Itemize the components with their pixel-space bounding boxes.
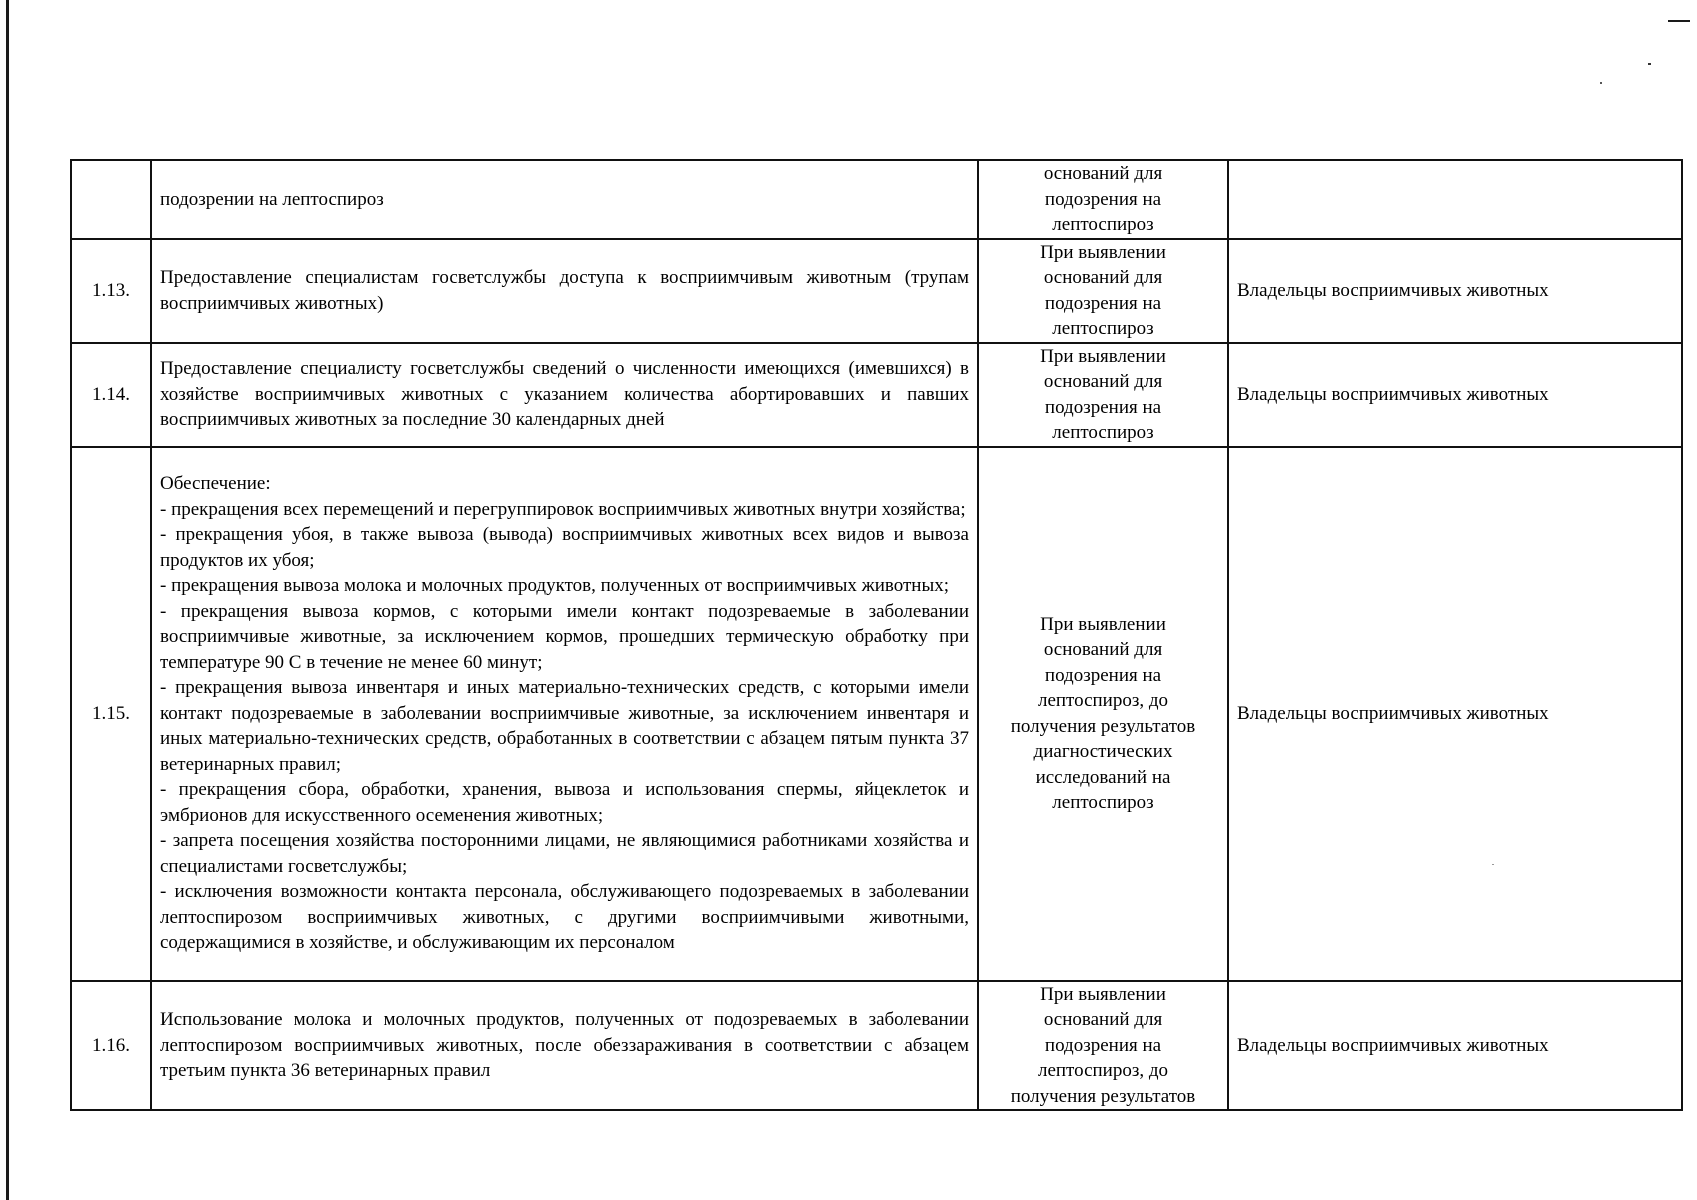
measure-item: - исключения возможности контакта персонала, обслуживающего подозреваемых в заболевании лептоспирозом восприимчивых животных, с другими восприимчивыми животными, содержащимися в хозяйстве, и обслуживающим их персоналом — [160, 881, 969, 954]
scan-mark-dash — [1668, 20, 1690, 22]
timing-line: подозрения на — [1044, 188, 1162, 210]
table-row — [71, 160, 1682, 239]
table-row — [71, 343, 1682, 447]
measure-responsible: Владельцы восприимчивых животных — [1228, 981, 1682, 1111]
timing-line: диагностических — [1033, 741, 1173, 762]
table-row — [71, 981, 1682, 1111]
timing-line: При выявлении — [1040, 613, 1166, 635]
scan-mark-dot — [1600, 82, 1602, 84]
measure-responsible: Владельцы восприимчивых животных — [1228, 447, 1682, 981]
timing-line: получения результатов — [1010, 715, 1196, 737]
measure-description: подозрении на лептоспироз — [151, 160, 978, 239]
scan-left-edge — [6, 0, 9, 1200]
timing-line: подозрения на — [1044, 1034, 1162, 1056]
timing-line: подозрения на — [1044, 396, 1162, 418]
measure-timing — [978, 239, 1228, 343]
row-number: 1.16. — [71, 981, 151, 1111]
measure-intro: Обеспечение: — [160, 473, 271, 495]
measure-description — [151, 447, 978, 981]
measure-timing — [978, 160, 1228, 239]
timing-line: оснований для — [1043, 639, 1163, 660]
timing-line: лептоспироз — [1052, 792, 1154, 813]
timing-line: подозрения на — [1044, 664, 1162, 686]
timing-line: При выявлении — [1040, 241, 1166, 263]
measure-item: - прекращения вывоза инвентаря и иных материально-технических средств, с которыми имели контакт подозреваемые в заболевании восприимчивые животные, за исключением инвентаря и иных материально-технических средств, обработанных в соответствии с абзацем пятым пункта 37 ветеринарных правил; — [160, 677, 969, 775]
scan-mark-dot — [1648, 63, 1651, 65]
measure-timing — [978, 447, 1228, 981]
measure-item: - прекращения убоя, в также вывоза (вывода) восприимчивых животных всех видов и вывоза продуктов их убоя; — [160, 524, 969, 571]
timing-line: лептоспироз, до — [1037, 1060, 1169, 1081]
timing-line: оснований для — [1043, 1009, 1163, 1030]
measure-responsible: Владельцы восприимчивых животных — [1228, 239, 1682, 343]
timing-line: При выявлении — [1040, 345, 1166, 367]
table-row — [71, 239, 1682, 343]
measure-description: Предоставление специалисту госветслужбы сведений о численности имеющихся (имевшихся) в хозяйстве восприимчивых животных с указанием количества абортировавших и павших восприимчивых животных за последние 30 календарных дней — [151, 343, 978, 447]
table-row — [71, 447, 1682, 981]
measure-timing — [978, 981, 1228, 1111]
timing-line: исследований на — [1035, 766, 1171, 788]
timing-line: лептоспироз — [1052, 318, 1154, 339]
measures-table — [70, 159, 1683, 1111]
timing-line: оснований для — [1043, 371, 1163, 392]
measure-description: Предоставление специалистам госветслужбы доступа к восприимчивым животным (трупам восприимчивых животных) — [151, 239, 978, 343]
timing-line: получения результатов — [1010, 1085, 1196, 1107]
timing-line: подозрения на — [1044, 292, 1162, 314]
measure-item: - прекращения всех перемещений и перегруппировок восприимчивых животных внутри хозяйства; — [160, 498, 966, 520]
row-number — [71, 160, 151, 239]
row-number: 1.13. — [71, 239, 151, 343]
measure-item: - прекращения сбора, обработки, хранения, вывоза и использования спермы, яйцеклеток и эмбрионов для искусственного осеменения животных; — [160, 779, 969, 826]
timing-line: лептоспироз — [1052, 214, 1154, 235]
measure-timing — [978, 343, 1228, 447]
measure-responsible: Владельцы восприимчивых животных — [1228, 343, 1682, 447]
measure-responsible — [1228, 160, 1682, 239]
row-number: 1.15. — [71, 447, 151, 981]
timing-line: лептоспироз, до — [1037, 690, 1169, 711]
measure-item: - прекращения вывоза кормов, с которыми имели контакт подозреваемые в заболевании восприимчивые животные, за исключением кормов, прошедших термическую обработку при температуре 90 С в течение не менее 60 минут; — [160, 600, 969, 673]
measure-item: - прекращения вывоза молока и молочных продуктов, полученных от восприимчивых животных; — [160, 575, 950, 597]
timing-line: лептоспироз — [1052, 422, 1154, 443]
measure-item: - запрета посещения хозяйства посторонними лицами, не являющимися работниками хозяйства и специалистами госветслужбы; — [160, 830, 969, 877]
timing-line: При выявлении — [1040, 983, 1166, 1005]
timing-line: оснований для — [1043, 163, 1163, 184]
measure-description: Использование молока и молочных продуктов, полученных от подозреваемых в заболевании лептоспирозом восприимчивых животных, после обеззараживания в соответствии с абзацем третьим пункта 36 ветеринарных правил — [151, 981, 978, 1111]
row-number: 1.14. — [71, 343, 151, 447]
timing-line: оснований для — [1043, 267, 1163, 288]
